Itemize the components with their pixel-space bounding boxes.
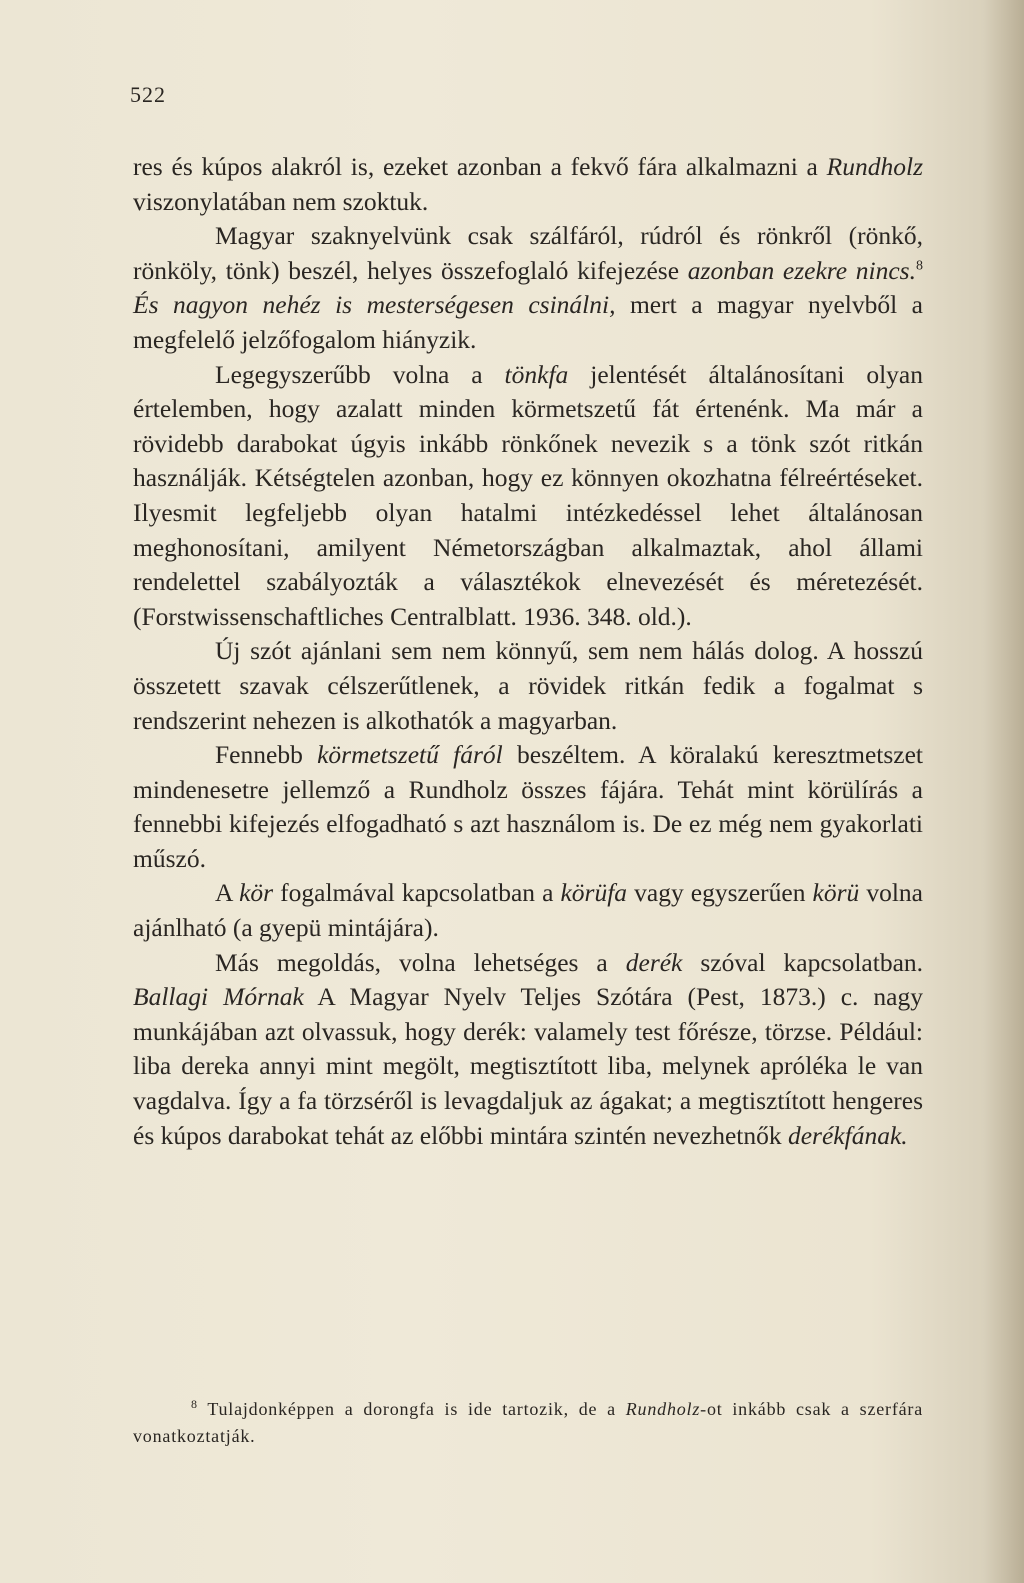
text-run: res és kúpos alakról is, ezeket azonban a fekvő fára alkalmazni a [133, 152, 827, 181]
text-run: Új szót ajánlani sem nem könnyű, sem nem hálás dolog. A hosszú összetett szavak célszerűtlenek, a rövidek ritkán fedik a fogalmat s rendszerint nehezen is alkothatók a magyarban. [133, 636, 923, 735]
text-run: A Magyar Nyelv Teljes Szótára (Pest, 1873.) c. nagy munkájában azt olvassuk, hogy derék: valamely test főrésze, törzse. Például: liba dereka annyi mint megölt, megtisztított liba, melynek aprólékа le van vagdalva. Így a fa törzséről is levagdaljuk az ágakat; a megtisztított hengeres és kúpos darabokat tehát az előbbi mintára szintén nevezhetnők [133, 982, 923, 1150]
paragraph [133, 876, 923, 945]
text-run: vagy egyszerűen [627, 878, 813, 908]
text-run: Magyar szaknyelvünk csak szálfáról, rúdról és rönkről (rönkő, rönköly, tönk) beszél, helyes összefoglaló kifejezése [133, 221, 923, 285]
italic-text: kör [239, 878, 274, 908]
text-run: mert a magyar nyelvből a megfelelő jelzőfogalom hiányzik. [133, 290, 923, 354]
text-run: volna ajánlható (a gyepü mintájára). [133, 878, 924, 943]
italic-text: derék [625, 947, 683, 977]
footnote [133, 1396, 923, 1450]
text-run: szóval kapcsolatban. [682, 947, 924, 977]
italic-text: Rundholz [826, 152, 923, 181]
text-run: Legegyszerűbb volna a [215, 359, 505, 389]
text-run: beszéltem. A köralakú keresztmetszet mindenesetre jellemző a Rundholz összes fájára. Tehát mint körülírás a fennebbi kifejezés elfogadható s azt használom is. De ez még nem gyakorlati műszó. [133, 740, 923, 873]
body-text [133, 150, 923, 1153]
italic-text: körmetszetű fáról [317, 740, 503, 770]
paragraph [133, 150, 923, 219]
footnote-marker: 8 [191, 1397, 198, 1411]
italic-text: körüfa [560, 878, 628, 908]
italic-text: És nagyon nehéz is mesterségesen csinálni, [133, 290, 616, 320]
italic-text: derékfának. [787, 1120, 908, 1150]
text-run: -ot inkább csak a szerfára vonatkoztatják. [133, 1399, 923, 1446]
paragraph [133, 219, 923, 357]
paragraph [133, 358, 923, 635]
italic-text: Rundholz [625, 1399, 701, 1419]
footnote-reference: 8 [916, 258, 923, 274]
text-run: Más megoldás, volna lehetséges a [215, 947, 626, 977]
paragraph [133, 738, 923, 876]
page-number: 522 [130, 82, 166, 107]
text-run: A [215, 878, 240, 908]
text-run: fogalmával kapcsolatban a [273, 878, 561, 908]
italic-text: azonban ezekre nincs. [687, 255, 916, 285]
italic-text: tönkfa [504, 359, 569, 389]
italic-text: körü [812, 878, 860, 908]
text-run: Tulajdonképpen a dorongfa is ide tartozik, de a [197, 1399, 626, 1419]
text-run: viszonylatában nem szoktuk. [133, 186, 429, 216]
italic-text: Ballagi Mórnak [133, 982, 304, 1012]
text-run: Fennebb [215, 740, 318, 770]
paragraph [133, 634, 923, 738]
text-run: jelentését általánosítani olyan értelemben, hogy azalatt minden körmetszetű fát értenénk. Ma már a rövidebb darabokat úgyis inkább rönkőnek nevezik s a tönk szót ritkán használják. Kétségtelen azonban, hogy ez könnyen okozhatna félreértéseket. Ilyesmit legfeljebb olyan hatalmi intézkedéssel lehet általánosan meghonosítani, amilyent Németországban alkalmaztak, ahol állami rendelettel szabályozták a választékok elnevezését és méretezését. (Forstwissenschaftliches Centralblatt. 1936. 348. old.). [133, 359, 923, 631]
paragraph [133, 946, 923, 1154]
